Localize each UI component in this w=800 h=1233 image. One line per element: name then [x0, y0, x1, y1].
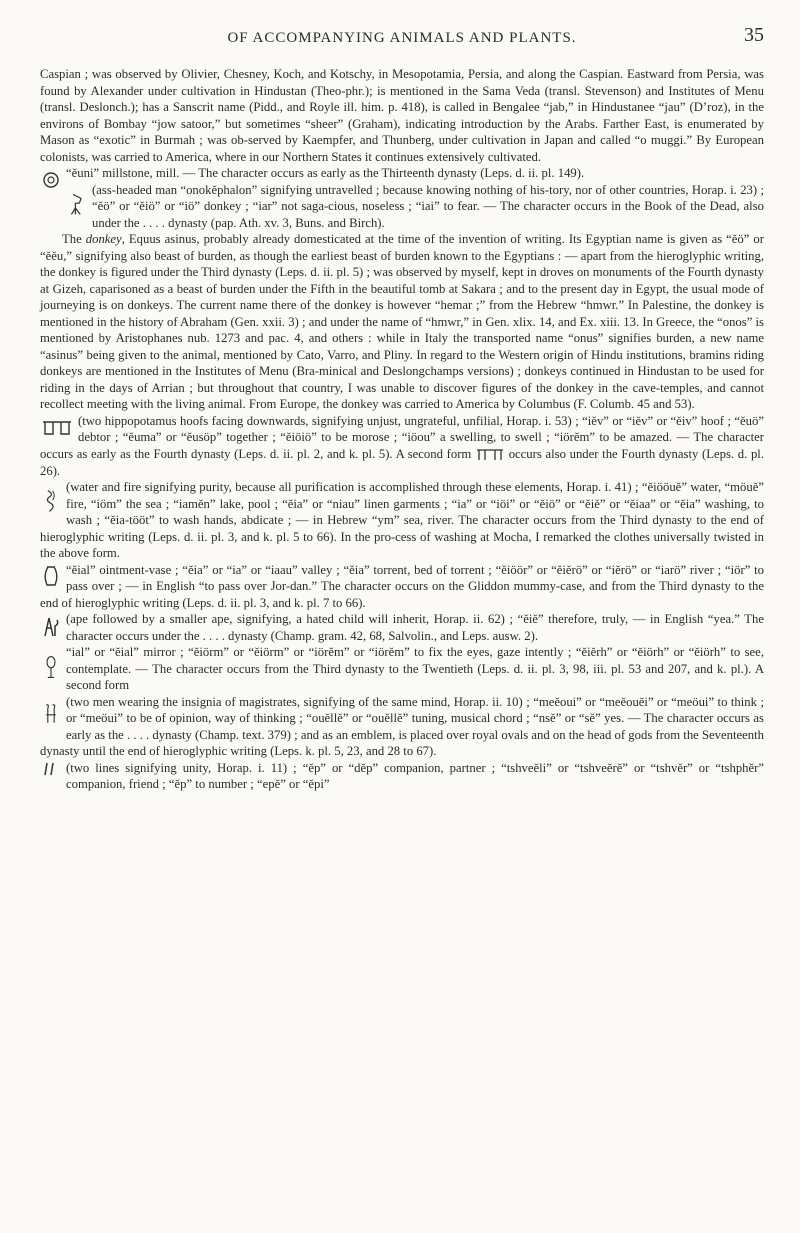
hoofs-glyph-icon — [40, 413, 74, 443]
paragraph-1: Caspian ; was observed by Olivier, Chesney, Koch, and Kotschy, in Mesopotamia, Persia, and along the Caspian. Eastward from Persia, was found by Alexander under cultivation in Hindustan (Theo-phr.); is mentioned in the Sama Veda (transl. Stevenson) and Institutes of Menu (transl. Deslonch.); has a Sanscrit name (Pidd., and Royle ill. him. p. 418), is called in Bengalee “jab,” in Hindustanee “jau” (D’roz), in the environs of Bombay “jow satoor,” but sometimes “sheer” (Graham), indicating introduction by the Arabs. Farther East, is enumerated by Mason as “exotic” in Burmah ; was ob-served by Kaempfer, and Thunberg, under cultivation in Japan and called “o muggi.” By European colonists, was carried to America, where in our Northern States it continues extensively cultivated. — [40, 67, 764, 164]
paragraph-vase: “ěial” ointment-vase ; “ěia” or “ia” or “iaau” valley ; “ěia” torrent, bed of torrent ; “ěiöör” or “ěiěrö” or “iěrö” or “iarö” river ; “iör” to pass over ; — in English “to pass over Jor-dan.” The character occurs on the Gliddon mummy-case, and from the Third dynasty to the end of hieroglyphic writing (Leps. d. ii. pl. 3, and k. pl. 7 to 66). — [40, 562, 764, 610]
paragraph-ape: (ape followed by a smaller ape, signifying, a hated child will inherit, Horap. ii. 62) ; “ěiě” therefore, truly, — in English “yea.” The character occurs under the . . . . dynasty (Champ. gram. 42, 68, Salvolin., and Leps. ausw. 2). — [40, 611, 764, 644]
paragraph-hoofs: (two hippopotamus hoofs facing downwards, signifying unjust, ungrateful, unfilial, Horap. i. 53) ; “iěv” or “iěv” or “ěiv” hoof ; “ěuö” debtor ; “ěuma” or “ěusöp” together ; “ěiöiö” to be morose ; “iöou” a swelling, to swell ; “iörěm” to be amazed. — The character occurs as early as the Fourth dynasty (Leps. d. ii. pl. 2, and k. pl. 5). A second form occurs also under the Fourth dynasty (Leps. d. pl. 26). — [40, 413, 764, 478]
paragraph-donkey: The donkey, Equus asinus, probably already domesticated at the time of the invention of writing. Its Egyptian name is given as “ěö” or “ěěu,” signifying also beast of burden, as though the earliest beast of burden known to the Egyptians : — apart from the hieroglyphic writing, the donkey is figured under the Third dynasty (Leps. d. ii. pl. 5) ; was observed by myself, kept in droves on monuments of the Fourth dynasty at Gizeh, caparisoned as a beast of burden under the Fifth in the beautiful tomb at Sakara ; and to the present day in Egypt, the usual mode of journeying is on donkeys. The current name there of the donkey is however “hemar ;” from the Hebrew “hmwr.” In Palestine, the donkey is mentioned in the history of Abraham (Gen. xxii. 3) ; and under the name of “hmwr,” in Gen. xlix. 14, and Ex. xiii. 13. In Greece, the “onos” is mentioned by Aristophanes nub. 1273 and pac. 4, and others : while in Italy the transported name “onus” signifies burden, a new name “asinus” being given to the animal, mentioned by Cato, Varro, and Pliny. In regard to the Western origin of Hindu institutions, bramins riding donkeys are mentioned in the Institutes of Menu (Bra-minical and Deslongchamps versions) ; donkeys continued in Hindustan to be used for riding in the days of Arrian ; but throughout that country, I was unable to discover figures of the donkey in the cave-temples, and cannot recollect meeting with the living animal. From Europe, the donkey was carried to America by Columbus (F. Columb. 45 and 53). — [40, 232, 764, 411]
page-number: 35 — [744, 24, 764, 46]
vase-glyph-icon — [40, 562, 62, 592]
paragraph-two-men: (two men wearing the insignia of magistrates, signifying of the same mind, Horap. ii. 10) ; “meěoui” or “meěouěi” or “meöui” to think ; or “meöui” to be of opinion, way of thinking ; “ouěllě” or “ouěllě” tuning, musical chord ; “nsě” or “sě” yes. — The character occurs as early as the . . . . dynasty (Champ. text. 379) ; and as an emblem, is placed over royal ovals and on the head of gods from the Seventeenth dynasty until the end of hieroglyphic writing (Leps. k. pl. 5, 23, and 28 to 67). — [40, 694, 764, 759]
paragraph-water-fire: (water and fire signifying purity, because all purification is accomplished through these elements, Horap. i. 41) ; “ěiööuě” water, “möuě” fire, “iöm” the sea ; “iaměn” lake, pool ; “ěia” or “niau” linen garments ; “ia” or “iöi” or “ěiö” or “ěiě” or “ěiaa” or “ěia” washing, to wash ; “ěia-tööt” to wash hands, abdicate ; — in Hebrew “ym” sea, river. The character occurs from the Third dynasty to the end of hieroglyphic writing (Leps. d. ii. pl. 3, and k. pl. 5 to 66). In the pro-cess of washing at Mocha, I remarked the clothes universally twisted in the above form. — [40, 480, 764, 561]
text-body — [40, 66, 764, 793]
paragraph-two-lines: (two lines signifying unity, Horap. i. 11) ; “ěp” or “děp” companion, partner ; “tshveěli” or “tshveěrě” or “tshvěr” or “tshphěr” companion, friend ; “ěp” to number ; “epě” or “ěpi” — [40, 760, 764, 793]
two-men-glyph-icon — [40, 694, 62, 734]
running-header — [40, 20, 764, 56]
mirror-glyph-icon — [40, 644, 62, 690]
water-fire-glyph-icon — [40, 479, 62, 523]
paragraph-ass-head: (ass-headed man “onokěphalon” signifying untravelled ; because knowing nothing of his-tory, nor of other countries, Horap. i. 23) ; “ěö” or “ěiö” or “iö” donkey ; “iar” not saga-cious, noseless ; “iai” to fear. — The character occurs in the Book of the Dead, also under the . . . . dynasty (pap. Ath. xv. 3, Buns. and Birch). — [40, 182, 764, 232]
ape-glyph-icon — [40, 611, 62, 641]
paragraph-mirror: “ial” or “ěial” mirror ; “ěiörm” or “ěiörm” or “iörěm” or “iörěm” to fix the eyes, gaze intently ; “ěiěrh” or “ěiörh” or “ěiörh” to see, contemplate. — The character occurs from the Third dynasty to the Twentieth (Leps. d. ii. pl. 3, 98, iii. pl. 53 and 207, and k. pl.). A second form — [40, 644, 764, 694]
header-title: OF ACCOMPANYING ANIMALS AND PLANTS. — [227, 29, 577, 46]
two-lines-glyph-icon — [40, 760, 62, 778]
ass-head-glyph-icon — [66, 182, 88, 226]
paragraph-millstone: “ěuni” millstone, mill. — The character occurs as early as the Thirteenth dynasty (Leps. d. ii. pl. 149). — [40, 165, 764, 182]
donkey-term: donkey — [85, 232, 122, 246]
hoofs-variant-glyph-icon — [475, 447, 505, 463]
page — [40, 20, 764, 793]
